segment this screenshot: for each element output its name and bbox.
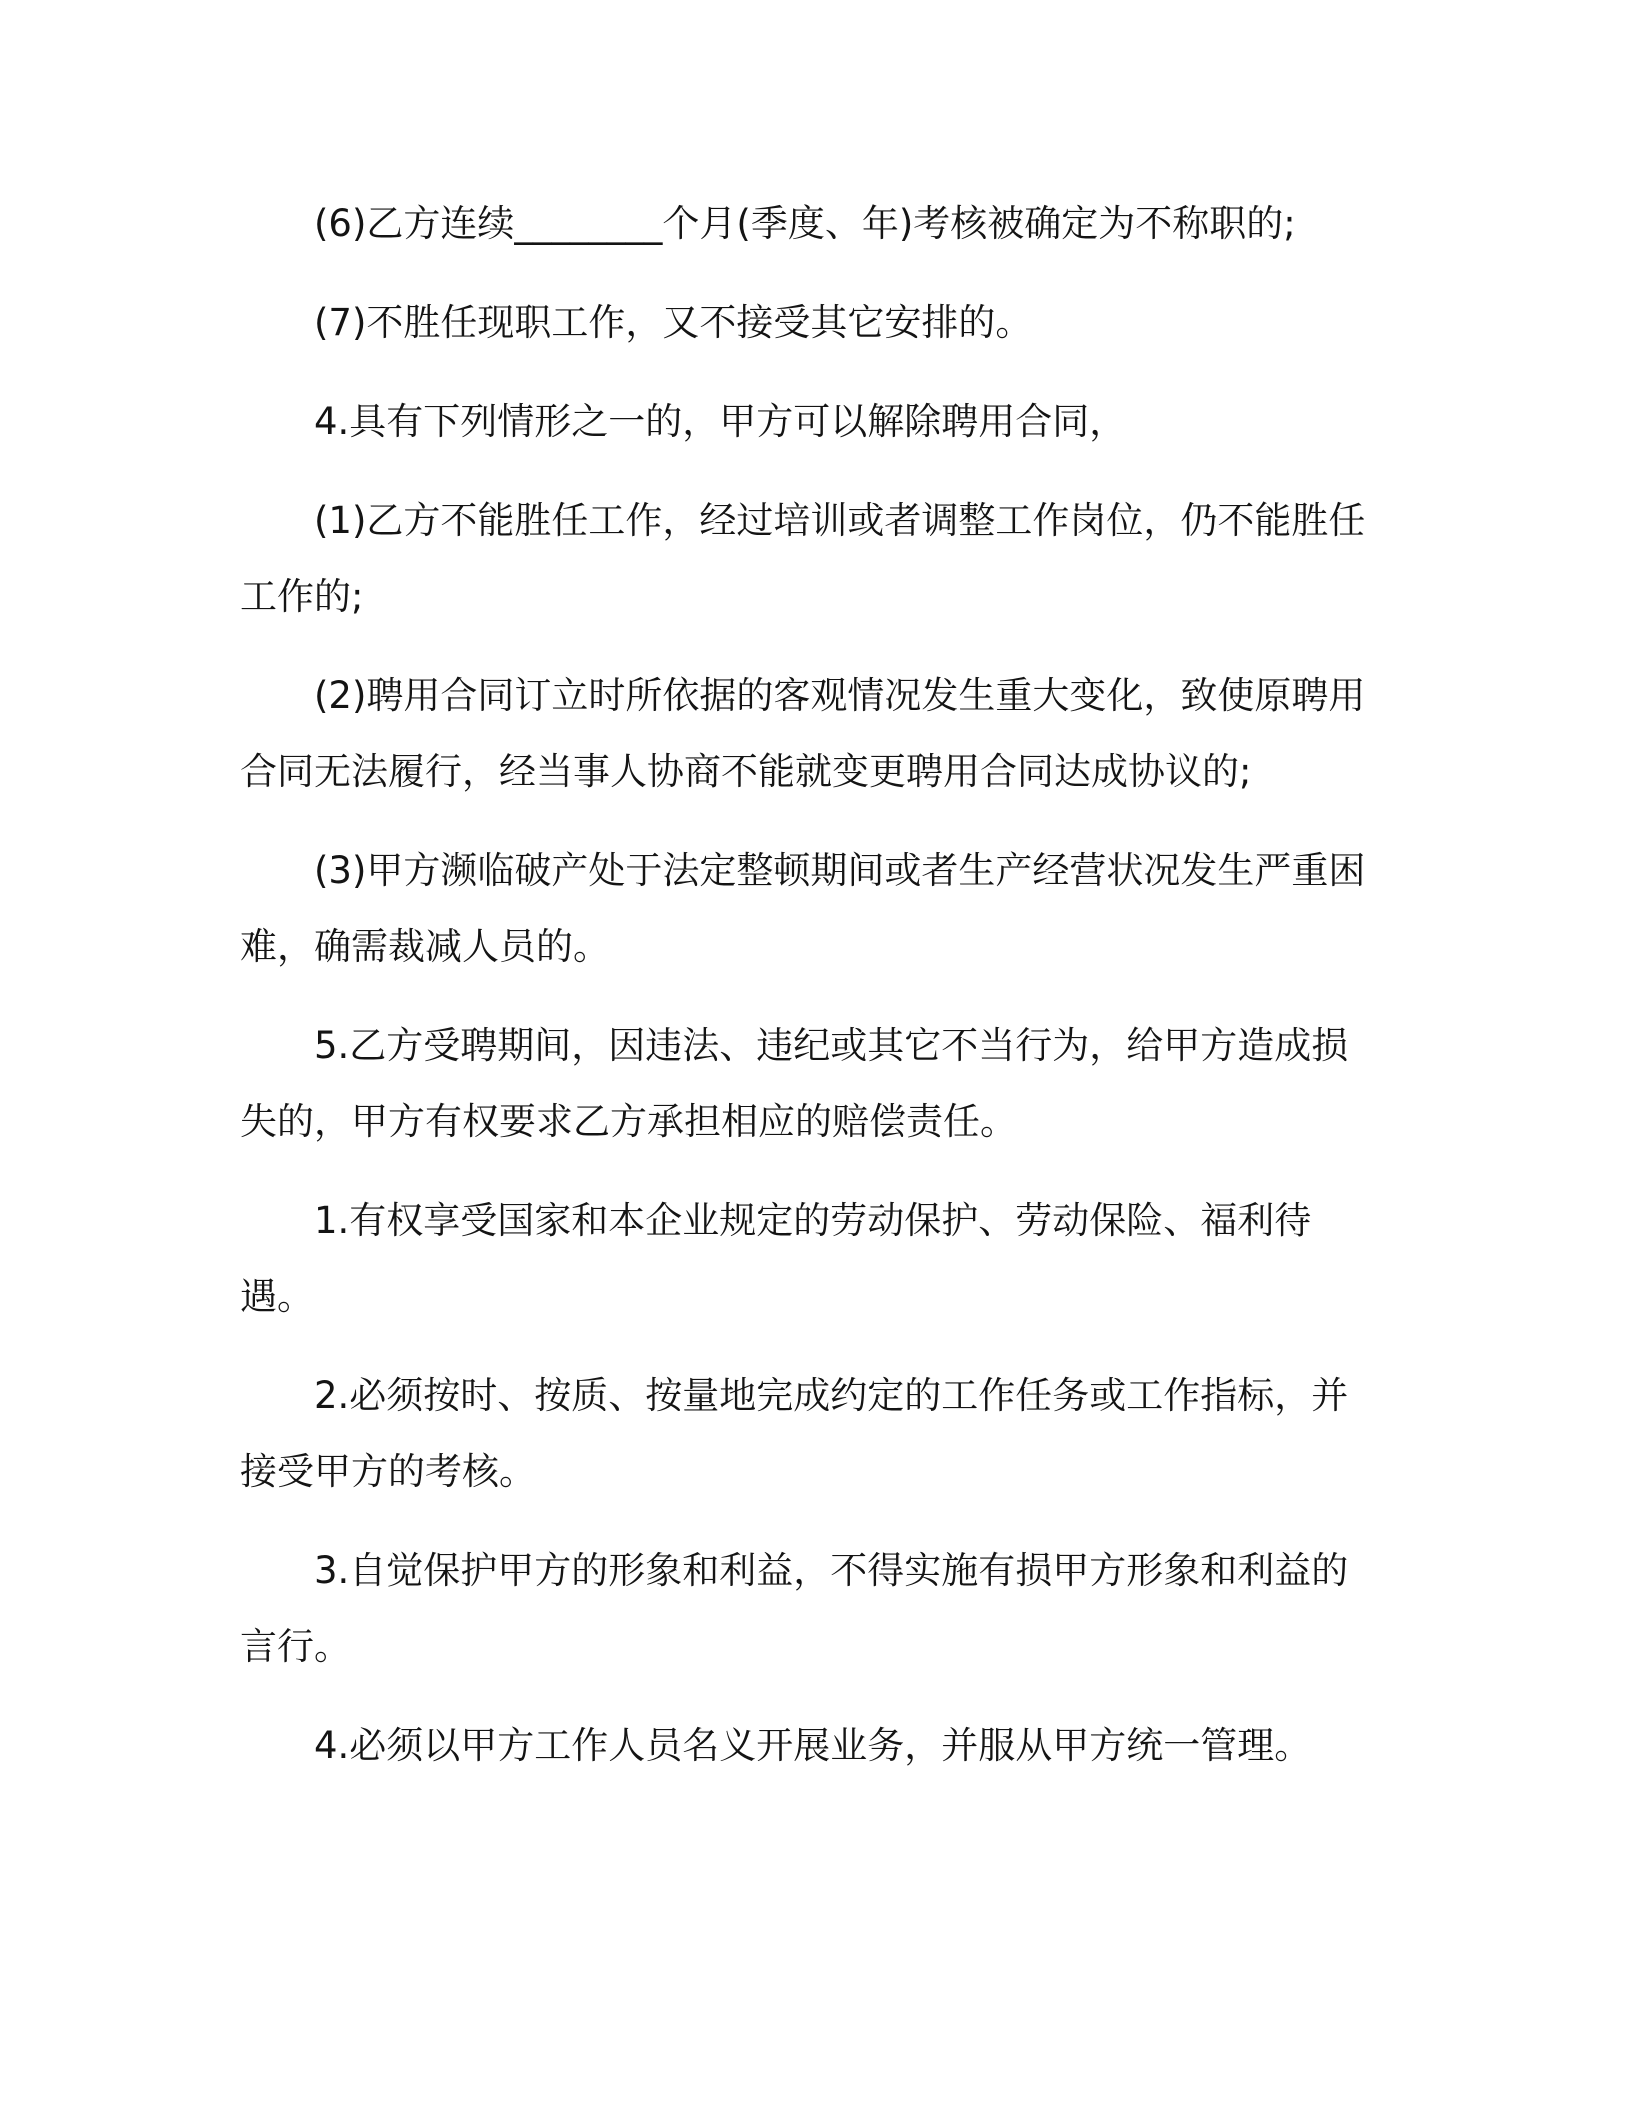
paragraph-clause-7: (7)不胜任现职工作，又不接受其它安排的。 [314, 301, 1033, 344]
paragraph-item-4-termination: 4.具有下列情形之一的，甲方可以解除聘用合同， [314, 400, 1127, 443]
paragraph-duty-4: 4.必须以甲方工作人员名义开展业务，并服从甲方统一管理。 [314, 1724, 1312, 1767]
paragraph-duty-2: 2.必须按时、按质、按量地完成约定的工作任务或工作指标，并接受甲方的考核。 [240, 1374, 1349, 1493]
paragraph-termination-2: (2)聘用合同订立时所依据的客观情况发生重大变化，致使原聘用合同无法履行，经当事人协商不能就变更聘用合同达成协议的; [240, 674, 1366, 793]
paragraph-termination-1: (1)乙方不能胜任工作，经过培训或者调整工作岗位，仍不能胜任工作的; [240, 499, 1366, 618]
paragraph-termination-3: (3)甲方濒临破产处于法定整顿期间或者生产经营状况发生严重困难，确需裁减人员的。 [240, 849, 1366, 968]
paragraph-duty-3: 3.自觉保护甲方的形象和利益，不得实施有损甲方形象和利益的言行。 [240, 1549, 1349, 1668]
paragraph-right-1: 1.有权享受国家和本企业规定的劳动保护、劳动保险、福利待遇。 [240, 1199, 1312, 1318]
paragraph-item-5-liability: 5.乙方受聘期间，因违法、违纪或其它不当行为，给甲方造成损失的，甲方有权要求乙方承担相应的赔偿责任。 [240, 1024, 1349, 1143]
document-body [240, 186, 1370, 1807]
paragraph-clause-6: (6)乙方连续________个月(季度、年)考核被确定为不称职的; [314, 202, 1296, 245]
